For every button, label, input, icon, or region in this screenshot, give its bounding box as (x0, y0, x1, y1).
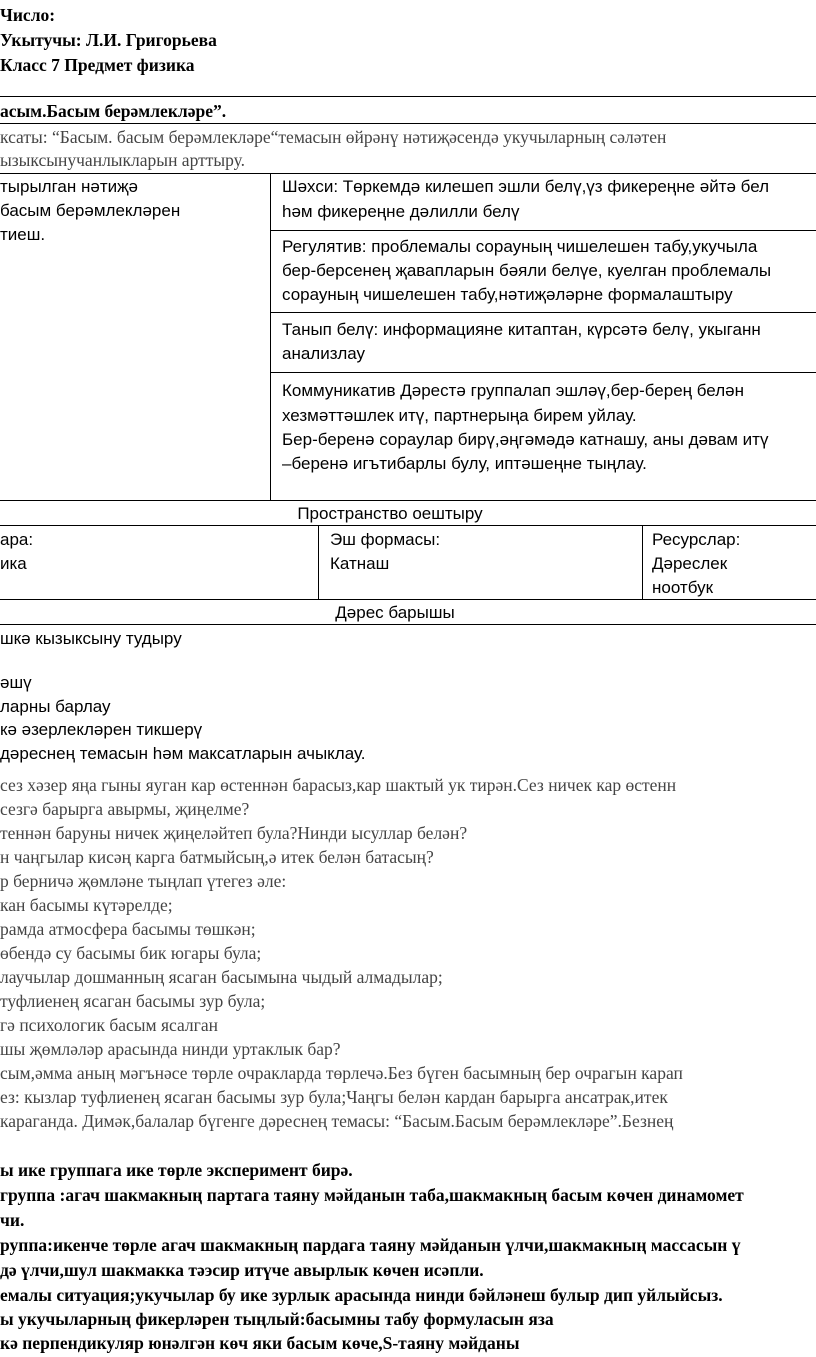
text-line: р берничә җөмләне тыңлап үтегез әле: (0, 871, 287, 891)
work-form-label: Эш формасы: (330, 530, 441, 549)
experiment-line: чи. (0, 1210, 25, 1230)
class-subject: Класс 7 Предмет физика (0, 55, 195, 75)
personal-line-2: һәм фикереңне дәлилли белү (282, 202, 520, 221)
text-line: кан басымы күтәрелде; (0, 895, 173, 915)
experiment-line: ы ике группага ике төрле эксперимент бирә. (0, 1160, 353, 1180)
experiment-line: кә перпендикуляр юнәлгән көч яки басым көче,S-таяну мәйданы (0, 1333, 520, 1353)
text-line: караганда. Димәк,балалар бүгенге дәреснең темасы: “Басым.Басым берәмлекләре”.Безнең (0, 1111, 674, 1131)
table-border (270, 372, 816, 373)
text-line: рамда атмосфера басымы төшкән; (0, 919, 256, 939)
step-1: әшү (0, 673, 32, 692)
table-divider (642, 525, 643, 599)
teacher-name: Укытучы: Л.И. Григорьева (0, 30, 217, 50)
step-4: дәреснең темасын һәм максатларын ачыклау. (0, 744, 366, 763)
personal-line-1: Шәхси: Төркемдә килешеп эшли белү,үз фикереңне әйтә бел (282, 177, 770, 196)
regulative-line-2: бер-берсенең җавапларын бәяли белүе, куелган проблемалы (282, 261, 772, 280)
results-left-line-3: тиеш. (0, 225, 46, 244)
goal-line-2: ызыксынучанлыкларын арттыру. (0, 150, 246, 170)
table-border (270, 312, 816, 313)
cognitive-line-2: анализлау (282, 344, 365, 363)
lesson-flow-title: Дәрес барышы (335, 603, 455, 622)
table-border (0, 500, 816, 501)
communicative-line-2: хезмәттәшлек итү, партнерыңа бирем уйлау. (282, 406, 637, 425)
results-left-line-2: басым берәмлекләрен (0, 201, 181, 220)
table-border (270, 230, 816, 231)
goal-line-1: ксаты: “Басым. басым берәмлекләре“темасын өйрәнү нәтиҗәсендә укучыларның сәләтен (0, 127, 667, 147)
experiment-line: руппа:икенче төрле агач шакмакның пардага таяну мәйданын үлчи,шакмакның массасын ү (0, 1235, 741, 1255)
experiment-line: емалы ситуация;укучылар бу ике зурлык арасында нинди бәйләнеш булыр дип уйлыйсыз. (0, 1285, 723, 1305)
communicative-line-4: –беренә игътибарлы булу, иптәшеңне тыңлау. (282, 454, 647, 473)
resources-value-1: Дәреслек (652, 554, 728, 573)
experiment-line: ы укучыларның фикерләрен тыңлый:басымны табу формуласын яза (0, 1309, 554, 1329)
text-line: өбендә су басымы бик югары була; (0, 943, 262, 963)
text-line: сезгә барырга авырмы, җиңелме? (0, 799, 250, 819)
work-form-value: Катнаш (330, 554, 390, 573)
table-divider (318, 525, 319, 599)
space-col1-label: ара: (0, 530, 34, 549)
text-line: гә психологик басым ясалган (0, 1015, 218, 1035)
table-border (0, 96, 816, 97)
text-line: туфлиенең ясаган басымы зур була; (0, 991, 266, 1011)
space-title: Пространство оештыру (297, 504, 483, 523)
text-line: шы җөмләләр арасында нинди уртаклык бар? (0, 1039, 341, 1059)
resources-label: Ресурслар: (652, 530, 741, 549)
lesson-topic: асым.Басым берәмлекләре”. (0, 101, 227, 121)
text-line: сым,әмма аның мәгънәсе төрле очракларда төрлечә.Без бүген басымның бер очрагын карап (0, 1063, 683, 1083)
table-border (0, 123, 816, 124)
text-line: ез: кызлар туфлиенең ясаган басымы зур була;Чаңгы белән кардан барырга ансатрак,итек (0, 1087, 668, 1107)
regulative-line-1: Регулятив: проблемалы сорауның чишелешен табу,укучыла (282, 237, 758, 256)
table-divider (270, 173, 271, 500)
text-line: лаучылар дошманның ясаган басымына чыдый алмадылар; (0, 967, 443, 987)
text-line: сез хәзер яңа гыны яуган кар өстеннән барасыз,кар шактый ук тирән.Сез ничек кар өстенн (0, 775, 677, 795)
communicative-line-1: Коммуникатив Дәрестә группалап эшләү,бер-берең белән (282, 381, 744, 400)
space-col1-value: ика (0, 554, 27, 573)
text-line: н чаңгылар кисәң карга батмыйсың,ә итек белән батасың? (0, 847, 434, 867)
step-3: кә әзерлекләрен тикшерү (0, 720, 203, 739)
results-left-line-1: тырылган нәтиҗә (0, 177, 138, 196)
regulative-line-3: сорауның чишелешен табу,нәтиҗәләрне формалаштыру (282, 285, 733, 304)
experiment-line: группа :агач шакмакның партага таяну мәйданын таба,шакмакның басым көчен динамомет (0, 1185, 744, 1205)
table-border (0, 599, 816, 600)
text-line: теннән баруны ничек җиңеләйтеп була?Нинди ысуллар белән? (0, 823, 468, 843)
experiment-line: дә үлчи,шул шакмакка тәэсир итүче авырлык көчен исәпли. (0, 1260, 484, 1280)
table-border (0, 624, 816, 625)
cognitive-line-1: Танып белү: информацияне китаптан, күрсәтә белү, укыганн (282, 320, 761, 339)
resources-value-2: ноотбук (652, 578, 714, 597)
table-border (0, 525, 816, 526)
communicative-line-3: Бер-беренә сораулар бирү,әңгәмәдә катнашу, аны дәвам итү (282, 430, 769, 449)
motivation-heading: шкә кызыксыну тудыру (0, 629, 182, 648)
date-label: Число: (0, 5, 56, 25)
step-2: ларны барлау (0, 697, 111, 716)
table-border (0, 173, 816, 174)
